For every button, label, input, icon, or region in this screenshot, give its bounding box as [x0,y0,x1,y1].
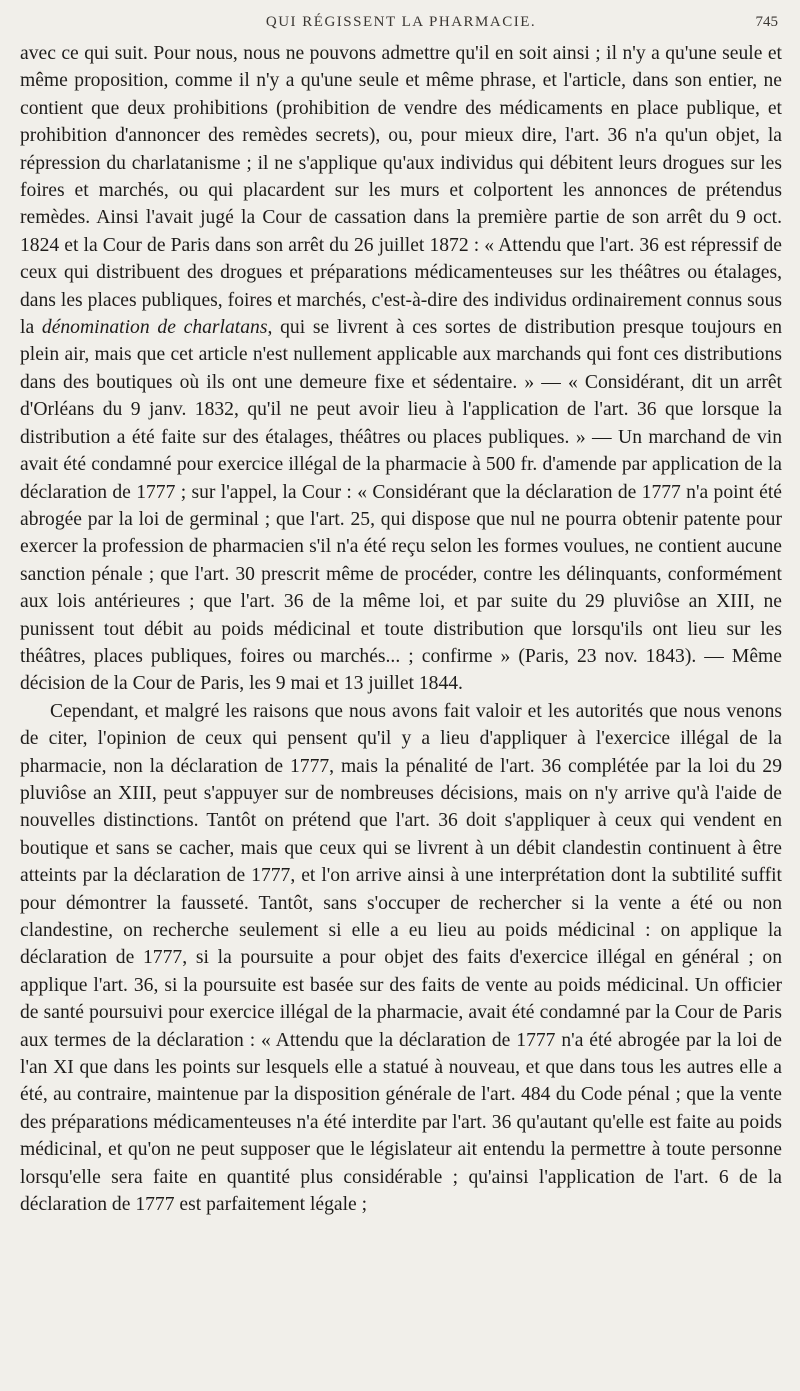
text-segment: avec ce qui suit. Pour nous, nous ne pouvons admettre qu'il en soit ainsi ; il n'y a qu'une seule et même proposition, comme il n'y a qu'une seule et même phrase, et l'article, dans son entier, ne contient que deux prohibitions (prohibition de vendre des médicaments en place publique, et prohibition d'annoncer des remèdes secrets), ou, pour mieux dire, l'art. 36 n'a qu'un objet, la répression du charlatanisme ; il ne s'applique qu'aux individus qui débitent leurs drogues sur les foires et marchés, ou qui placardent sur les murs et colportent les annonces de prétendus remèdes. Ainsi l'avait jugé la Cour de cassation dans la première partie de son arrêt du 9 oct. 1824 et la Cour de Paris dans son arrêt du 26 juillet 1872 : « Attendu que l'art. 36 est répressif de ceux qui distribuent des drogues et préparations médicamenteuses sur les théâtres ou étalages, dans les places publiques, foires et marchés, c'est-à-dire des individus ordinairement connus sous la [20,43,782,339]
running-head [20,14,782,36]
body-text [20,40,782,1218]
text-segment: , qui se livrent à ces sortes de distribution presque toujours en plein air, mais que cet article n'est nullement applicable aux marchands qui font ces distributions dans des boutiques où ils ont une demeure fixe et sédentaire. » — « Considérant, dit un arrêt d'Orléans du 9 janv. 1832, qu'il ne peut avoir lieu à l'application de l'art. 36 que lorsque la distribution a été faite sur des étalages, théâtres ou places publiques. » — Un marchand de vin avait été condamné pour exercice illégal de la pharmacie à 500 fr. d'amende par application de la déclaration de 1777 ; sur l'appel, la Cour : « Considérant que la déclaration de 1777 n'a point été abrogée par la loi de germinal ; que l'art. 25, qui dispose que nul ne pourra obtenir patente pour exercer la profession de pharmacien s'il n'a été reçu selon les formes voulues, ne contient aucune sanction pénale ; que l'art. 30 prescrit même de procéder, contre les délinquants, conformément aux lois antérieures ; que l'art. 36 de la même loi, et par suite du 29 pluviôse an XIII, ne punissent tout débit au poids médicinal et toute distribution que lorsqu'ils ont lieu sur les théâtres, places publiques, foires ou marchés... ; confirme » (Paris, 23 nov. 1843). — Même décision de la Cour de Paris, les 9 mai et 13 juillet 1844. [20,317,782,695]
paragraph [20,40,782,698]
running-head-title: QUI RÉGISSENT LA PHARMACIE. [265,14,537,30]
italic-term: dénomination de charlatans [41,317,268,339]
text-segment: Cependant, et malgré les raisons que nous avons fait valoir et les autorités que nous venons de citer, l'opinion de ceux qui pensent qu'il y a lieu d'appliquer à l'exercice illégal de la pharmacie, non la déclaration de 1777, mais la pénalité de l'art. 36 complétée par la loi du 29 pluviôse an XIII, peut s'appuyer sur de nombreuses décisions, mais on n'y arrive qu'à l'aide de nouvelles distinctions. Tantôt on prétend que l'art. 36 doit s'appliquer à ceux qui vendent en boutique et sans se cacher, mais que ceux qui se livrent à un débit clandestin continuent à être atteints par la déclaration de 1777, et l'on arrive ainsi à une interprétation dont la subtilité suffit pour démontrer la fausseté. Tantôt, sans s'occuper de rechercher si la vente a été ou non clandestine, on recherche seulement si elle a eu lieu au poids médicinal : on applique la déclaration de 1777, si la poursuite a pour objet des faits d'exercice illégal en général ; on applique l'art. 36, si la poursuite est basée sur des faits de vente au poids médicinal. Un officier de santé poursuivi pour exercice illégal de la pharmacie, avait été condamné par la Cour de Paris aux termes de la déclaration : « Attendu que la déclaration de 1777 n'a été abrogée par la loi de l'an XI que dans les points sur lesquels elle a statué à nouveau, et que dans tous les autres elle a été, au contraire, maintenue par la disposition générale de l'art. 484 du Code pénal ; que la vente des préparations médicamenteuses n'a été interdite par l'art. 36 qu'autant qu'elle est faite au poids médicinal, et qu'on ne peut supposer que le législateur ait entendu la permettre à toute personne lorsqu'elle sera faite en quantité plus considérable ; qu'ainsi l'application de l'art. 6 de la déclaration de 1777 est parfaitement légale ; [20,700,782,1216]
paragraph [20,698,782,1219]
page-number: 745 [755,14,778,30]
